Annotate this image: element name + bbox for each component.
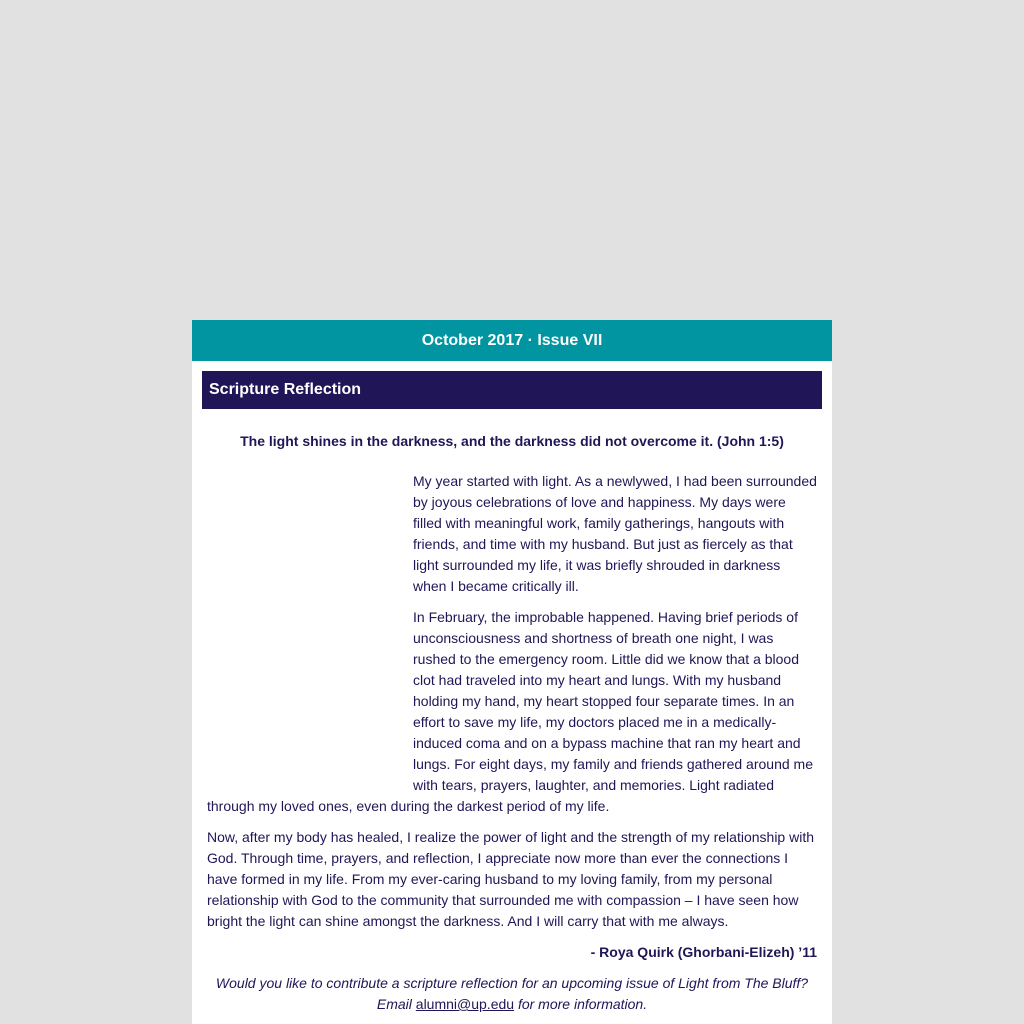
section-title: Scripture Reflection bbox=[209, 381, 362, 398]
article-paragraph: Now, after my body has healed, I realize the power of light and the strength of my relationship with God. Through time, prayers, and reflection, I appreciate now more than ever the connections I have formed in my life. From my ever-caring husband to my loving family, from my personal relationship with God to the community that surrounded me with compassion – I have seen how bright the light can shine amongst the darkness. And I will carry that with me always. bbox=[207, 829, 814, 929]
article-paragraph: My year started with light. As a newlywed, I had been surrounded by joyous celebrations of love and happiness. My days were filled with meaningful work, family gatherings, hangouts with friends, and time with my husband. But just as fiercely as that light surrounded my life, it was briefly shrouded in darkness when I became critically ill. bbox=[413, 473, 817, 594]
newsletter-container bbox=[192, 320, 832, 1024]
author-signature: - Roya Quirk (Ghorbani-Elizeh) ’11 bbox=[590, 944, 817, 960]
issue-title: October 2017 · Issue VII bbox=[421, 331, 603, 349]
callout-text-after: for more information. bbox=[514, 996, 648, 1012]
article-image-placeholder bbox=[207, 473, 407, 777]
issue-header bbox=[192, 320, 832, 361]
article-paragraph: In February, the improbable happened. Having brief periods of unconsciousness and shortness of breath one night, I was rushed to the emergency room. Little did we know that a blood clot had traveled into my heart and lungs. With my husband holding my hand, my heart stopped four separate times. In an effort to save my life, my doctors placed me in a medically-induced coma and on a bypass machine that ran my heart and lungs. For eight days, my family and friends gathered around me with tears, prayers, laughter, and memories. Light radiated through my loved ones, even during the darkest period of my life. bbox=[207, 609, 813, 814]
contribute-callout bbox=[207, 973, 817, 1015]
scripture-quote: The light shines in the darkness, and the darkness did not overcome it. (John 1:5) bbox=[240, 433, 784, 449]
section-title-bar bbox=[202, 371, 822, 409]
callout-text-before: Would you like to contribute a scripture reflection for an upcoming issue of Light from The Bluff? Email bbox=[215, 975, 809, 1012]
email-link[interactable]: alumni@up.edu bbox=[415, 996, 515, 1012]
article-body bbox=[192, 471, 832, 1015]
